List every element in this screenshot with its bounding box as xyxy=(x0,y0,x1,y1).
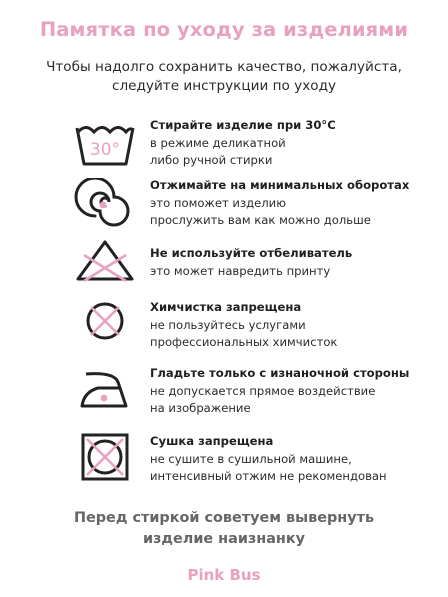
item-heading: Химчистка запрещена xyxy=(150,300,302,314)
item-heading: Не используйте отбеливатель xyxy=(150,246,353,260)
page-title: Памятка по уходу за изделиями xyxy=(39,18,409,41)
wash-temperature-label: 30° xyxy=(89,140,121,160)
iron-icon xyxy=(74,368,136,424)
item-desc-line: либо ручной стирки xyxy=(150,153,273,167)
care-item-wash xyxy=(0,116,448,182)
item-desc-line: интенсивный отжим не рекомендован xyxy=(150,469,387,483)
item-heading: Стирайте изделие при 30°С xyxy=(150,118,336,132)
item-desc-line: не допускается прямое воздействие xyxy=(150,384,376,398)
item-desc-line: это может навредить принту xyxy=(150,264,331,278)
item-heading: Отжимайте на минимальных оборотах xyxy=(150,178,410,192)
intro-text xyxy=(0,58,448,96)
footer-line-1: Перед стиркой советуем вывернуть xyxy=(73,510,375,526)
spin-icon xyxy=(74,178,136,234)
item-description xyxy=(150,195,371,229)
item-desc-line: это поможет изделию xyxy=(150,196,286,210)
item-heading: Сушка запрещена xyxy=(150,434,274,448)
brand-logo: Pink Bus xyxy=(187,566,261,584)
wash-30-icon xyxy=(74,120,136,176)
item-desc-line: в режиме деликатной xyxy=(150,136,286,150)
care-item-no-tumble-dry xyxy=(0,432,448,498)
item-heading: Гладьте только с изнаночной стороны xyxy=(150,366,410,380)
care-item-no-dry-clean xyxy=(0,299,448,365)
intro-line-2: следуйте инструкции по уходу xyxy=(111,78,337,94)
item-desc-line: не сушите в сушильной машине, xyxy=(150,452,352,466)
item-desc-line: не пользуйтесь услугами xyxy=(150,318,306,332)
no-dry-clean-icon xyxy=(74,299,136,355)
item-description xyxy=(150,451,387,485)
item-description xyxy=(150,263,330,280)
item-desc-line: на изображение xyxy=(150,401,251,415)
item-desc-line: профессиональных химчисток xyxy=(150,335,338,349)
item-description xyxy=(150,383,375,417)
no-tumble-dry-icon xyxy=(74,432,136,488)
item-desc-line: прослужить вам как можно дольше xyxy=(150,213,371,227)
item-description xyxy=(150,317,337,351)
care-item-iron xyxy=(0,366,448,432)
item-description xyxy=(150,135,286,169)
care-item-spin xyxy=(0,176,448,242)
intro-line-1: Чтобы надолго сохранить качество, пожалуйста, xyxy=(46,59,402,75)
no-bleach-icon xyxy=(74,239,136,295)
footer-advice xyxy=(0,508,448,550)
footer-line-2: изделие наизнанку xyxy=(142,531,306,547)
